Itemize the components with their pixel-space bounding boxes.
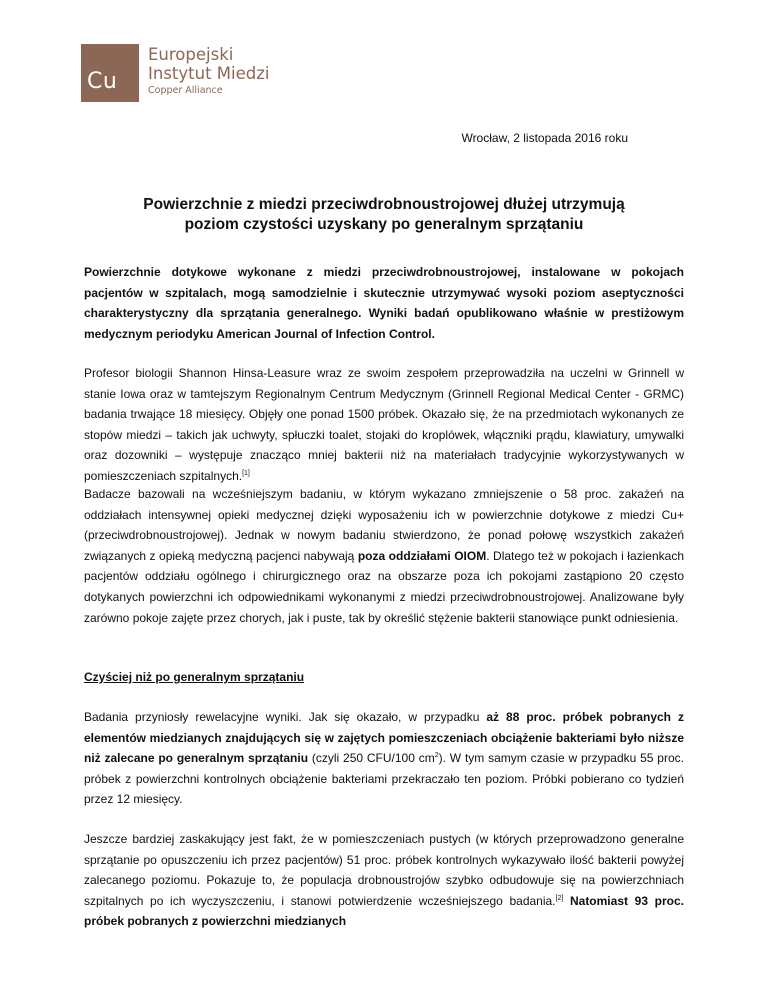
document-title xyxy=(84,195,684,235)
paragraph-2-text-a: Badacze bazowali na wcześniejszym badaniu, w którym wykazano zmniejszenie o 58 proc. zakażeń na oddziałach intensywnej opieki medycznej dzięki wyposażeniu ich w powierzchnie dotykowe z miedzi Cu+ (przeciwdrobnoustrojowej). Jednak w nowym badaniu stwierdzono, że ponad połowę wszystkich zakażeń związanych z opieką medyczną pacjenci nabywają xyxy=(84,487,684,563)
paragraph-3-text-d: ). W tym samym czasie w przypadku 55 proc. próbek z powierzchni kontrolnych obciążenie bakteriami przekraczało ten poziom. Próbki pobierano co tydzień przez 12 miesięcy. xyxy=(84,751,684,807)
document-date: Wrocław, 2 listopada 2016 roku xyxy=(461,131,628,145)
paragraph-4 xyxy=(84,829,684,932)
reference-2: [2] xyxy=(555,894,564,902)
paragraph-3 xyxy=(84,707,684,810)
paragraph-2-text-c: . Dlatego też w pokojach i łazienkach pacjentów oddziału ogólnego i chirurgicznego oraz na obszarze poza ich pokojami zastąpiono 20 często dotykanych powierzchni ich odpowiednikami wykonanymi z miedzi przeciwdrobnoustrojowej. Analizowane były zarówno pokoje zajęte przez chorych, jak i puste, tak by określić stężenie bakterii stanowiące punkt odniesienia. xyxy=(84,548,685,625)
paragraph-2-bold: poza oddziałami OIOM xyxy=(357,548,487,563)
logo-symbol-box xyxy=(81,44,139,102)
logo-line-1: Europejski xyxy=(148,45,234,64)
paragraph-1 xyxy=(84,363,684,487)
paragraph-3-bold: aż 88 proc. próbek pobranych z elementów miedzianych znajdujących się w zajętych pomieszczeniach obciążenie bakteriami było niższe niż zalecane po generalnym sprzątaniu xyxy=(84,710,684,766)
paragraph-4-text-a: Jeszcze bardziej zaskakujący jest fakt, że w pomieszczeniach pustych (w których przeprowadzono generalne sprzątanie po opuszczeniu ich przez pacjentów) 51 proc. próbek kontrolnych wykazywało ilość bakterii powyżej zalecanego poziomu. Pokazuje to, że populacja drobnoustrojów szybko odbudowuje się na powierzchniach szpitalnych po ich wyczyszczeniu, i stanowi potwierdzenie wcześniejszego badania. xyxy=(84,832,684,908)
logo-symbol: Cu xyxy=(87,69,118,94)
lead-paragraph: Powierzchnie dotykowe wykonane z miedzi przeciwdrobnoustrojowej, instalowane w pokojach pacjentów w szpitalach, mogą samodzielnie i skutecznie utrzymywać wysoki poziom aseptyczności charakterystyczny dla sprzątania generalnego. Wyniki badań opublikowano właśnie w prestiżowym medycznym periodyku American Journal of Infection Control. xyxy=(84,265,684,341)
paragraph-3-text-c: (czyli 250 CFU/100 cm xyxy=(308,751,435,766)
subheading: Czyściej niż po generalnym sprzątaniu xyxy=(84,670,305,684)
logo-line-2: Instytut Miedzi xyxy=(148,64,270,83)
paragraph-3-superscript: 2 xyxy=(434,752,439,760)
paragraph-3-text-a: Badania przyniosły rewelacyjne wyniki. Jak się okazało, w przypadku xyxy=(84,710,487,724)
logo-text xyxy=(148,45,270,99)
title-line-2: poziom czystości uzyskany po generalnym sprzątaniu xyxy=(184,216,584,233)
logo-line-3: Copper Alliance xyxy=(148,85,223,96)
title-line-1: Powierzchnie z miedzi przeciwdrobnoustrojowej dłużej utrzymują xyxy=(143,196,625,213)
paragraph-2 xyxy=(84,484,684,628)
paragraph-1-text: Profesor biologii Shannon Hinsa-Leasure wraz ze swoim zespołem przeprowadziła na uczelni w Grinnell w stanie Iowa oraz w tamtejszym Regionalnym Centrum Medycznym (Grinnell Regional Medical Center - GRMC) badania trwające 18 miesięcy. Objęły one ponad 1500 próbek. Okazało się, że na przedmiotach wykonanych ze stopów miedzi – takich jak uchwyty, spłuczki toalet, stojaki do kroplówek, włączniki prądu, klawiatury, umywalki oraz dozowniki – występuje znacząco mniej bakterii niż na materiałach tradycyjnie wykorzystywanych w pomieszczeniach szpitalnych. xyxy=(84,366,684,483)
paragraph-4-bold: Natomiast 93 proc. próbek pobranych z powierzchni miedzianych xyxy=(84,893,684,929)
reference-1: [1] xyxy=(242,469,250,477)
